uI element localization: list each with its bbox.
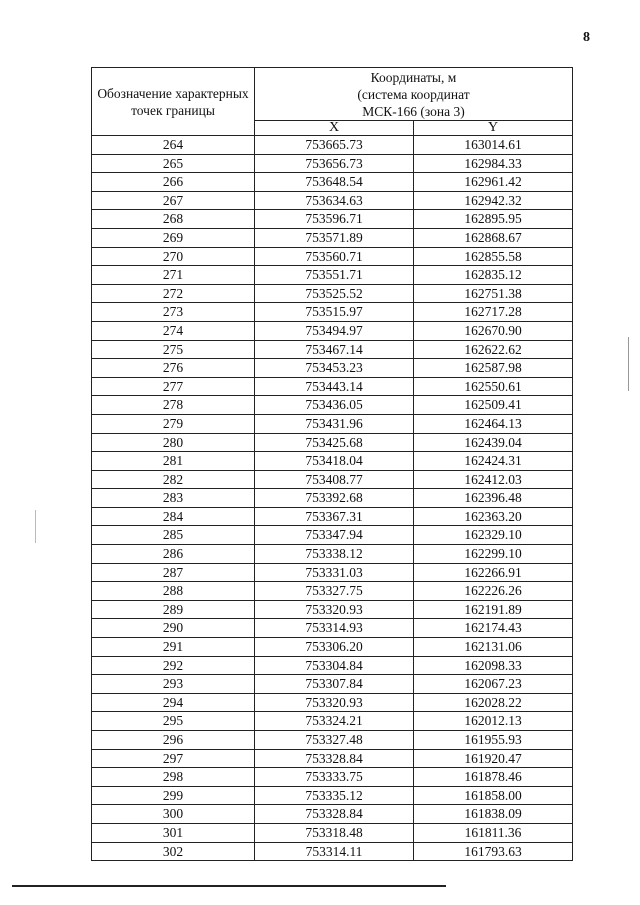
y-coordinate-cell: 162509.41 [414, 396, 573, 415]
table-row [92, 823, 573, 842]
x-coordinate-cell: 753327.48 [255, 731, 414, 750]
x-coordinate-cell: 753367.31 [255, 507, 414, 526]
x-coordinate-cell: 753453.23 [255, 359, 414, 378]
table-body [92, 136, 573, 861]
table-row [92, 805, 573, 824]
x-coordinate-cell: 753331.03 [255, 563, 414, 582]
x-coordinate-cell: 753467.14 [255, 340, 414, 359]
y-coordinate-cell: 162067.23 [414, 675, 573, 694]
table-row [92, 600, 573, 619]
y-coordinate-cell: 162424.31 [414, 452, 573, 471]
y-coordinate-cell: 162670.90 [414, 321, 573, 340]
table-row [92, 656, 573, 675]
x-coordinate-cell: 753320.93 [255, 693, 414, 712]
table-row [92, 377, 573, 396]
x-coordinate-cell: 753347.94 [255, 526, 414, 545]
y-coordinate-cell: 163014.61 [414, 136, 573, 155]
x-coordinate-cell: 753304.84 [255, 656, 414, 675]
table-row [92, 340, 573, 359]
point-number-cell: 299 [92, 786, 255, 805]
table-row [92, 731, 573, 750]
table-row [92, 414, 573, 433]
point-number-cell: 280 [92, 433, 255, 452]
header-coordinates-line1: Координаты, м [370, 70, 457, 85]
point-number-cell: 284 [92, 507, 255, 526]
table-row [92, 526, 573, 545]
y-coordinate-cell: 162396.48 [414, 489, 573, 508]
y-coordinate-cell: 162464.13 [414, 414, 573, 433]
x-coordinate-cell: 753436.05 [255, 396, 414, 415]
point-number-cell: 289 [92, 600, 255, 619]
point-number-cell: 288 [92, 582, 255, 601]
table-row [92, 712, 573, 731]
x-coordinate-cell: 753314.11 [255, 842, 414, 861]
table-row [92, 321, 573, 340]
y-coordinate-cell: 162717.28 [414, 303, 573, 322]
point-number-cell: 266 [92, 173, 255, 192]
x-coordinate-cell: 753656.73 [255, 154, 414, 173]
x-coordinate-cell: 753324.21 [255, 712, 414, 731]
x-coordinate-cell: 753408.77 [255, 470, 414, 489]
point-number-cell: 269 [92, 228, 255, 247]
header-y: Y [414, 121, 573, 136]
y-coordinate-cell: 162855.58 [414, 247, 573, 266]
table-row [92, 396, 573, 415]
header-coordinates-line3: МСК-166 (зона 3) [362, 104, 465, 119]
x-coordinate-cell: 753338.12 [255, 545, 414, 564]
x-coordinate-cell: 753418.04 [255, 452, 414, 471]
x-coordinate-cell: 753307.84 [255, 675, 414, 694]
x-coordinate-cell: 753596.71 [255, 210, 414, 229]
y-coordinate-cell: 162984.33 [414, 154, 573, 173]
point-number-cell: 287 [92, 563, 255, 582]
point-number-cell: 274 [92, 321, 255, 340]
table-row [92, 693, 573, 712]
scan-margin-mark [628, 337, 629, 391]
bottom-rule [12, 885, 446, 887]
table-row [92, 545, 573, 564]
table-row [92, 452, 573, 471]
y-coordinate-cell: 162299.10 [414, 545, 573, 564]
point-number-cell: 295 [92, 712, 255, 731]
y-coordinate-cell: 161955.93 [414, 731, 573, 750]
point-number-cell: 275 [92, 340, 255, 359]
y-coordinate-cell: 162439.04 [414, 433, 573, 452]
table-row [92, 228, 573, 247]
x-coordinate-cell: 753333.75 [255, 768, 414, 787]
table-row [92, 582, 573, 601]
x-coordinate-cell: 753318.48 [255, 823, 414, 842]
table-row [92, 247, 573, 266]
x-coordinate-cell: 753392.68 [255, 489, 414, 508]
table-row [92, 210, 573, 229]
x-coordinate-cell: 753443.14 [255, 377, 414, 396]
y-coordinate-cell: 162191.89 [414, 600, 573, 619]
table-row [92, 173, 573, 192]
table-row [92, 284, 573, 303]
y-coordinate-cell: 161838.09 [414, 805, 573, 824]
x-coordinate-cell: 753306.20 [255, 638, 414, 657]
header-coordinates-line2: (система координат [357, 87, 470, 102]
page-number: 8 [583, 30, 590, 45]
table-row [92, 154, 573, 173]
y-coordinate-cell: 162751.38 [414, 284, 573, 303]
y-coordinate-cell: 162961.42 [414, 173, 573, 192]
point-number-cell: 300 [92, 805, 255, 824]
x-coordinate-cell: 753571.89 [255, 228, 414, 247]
table-row [92, 303, 573, 322]
x-coordinate-cell: 753314.93 [255, 619, 414, 638]
header-x: X [255, 121, 414, 136]
y-coordinate-cell: 162028.22 [414, 693, 573, 712]
table-row [92, 675, 573, 694]
table-row [92, 433, 573, 452]
point-number-cell: 298 [92, 768, 255, 787]
table-row [92, 768, 573, 787]
point-number-cell: 268 [92, 210, 255, 229]
point-number-cell: 265 [92, 154, 255, 173]
table-row [92, 842, 573, 861]
y-coordinate-cell: 161858.00 [414, 786, 573, 805]
point-number-cell: 270 [92, 247, 255, 266]
scan-margin-mark [35, 510, 36, 543]
y-coordinate-cell: 162363.20 [414, 507, 573, 526]
x-coordinate-cell: 753335.12 [255, 786, 414, 805]
point-number-cell: 264 [92, 136, 255, 155]
y-coordinate-cell: 162329.10 [414, 526, 573, 545]
table-row [92, 507, 573, 526]
y-coordinate-cell: 162266.91 [414, 563, 573, 582]
y-coordinate-cell: 161878.46 [414, 768, 573, 787]
table-row [92, 638, 573, 657]
y-coordinate-cell: 162226.26 [414, 582, 573, 601]
table-row [92, 563, 573, 582]
y-coordinate-cell: 162868.67 [414, 228, 573, 247]
y-coordinate-cell: 162098.33 [414, 656, 573, 675]
point-number-cell: 285 [92, 526, 255, 545]
point-number-cell: 283 [92, 489, 255, 508]
table-row [92, 619, 573, 638]
table-row [92, 470, 573, 489]
y-coordinate-cell: 162550.61 [414, 377, 573, 396]
header-coordinates [255, 68, 573, 121]
table-row [92, 359, 573, 378]
point-number-cell: 272 [92, 284, 255, 303]
x-coordinate-cell: 753551.71 [255, 266, 414, 285]
y-coordinate-cell: 161920.47 [414, 749, 573, 768]
point-number-cell: 293 [92, 675, 255, 694]
x-coordinate-cell: 753425.68 [255, 433, 414, 452]
point-number-cell: 271 [92, 266, 255, 285]
point-number-cell: 267 [92, 191, 255, 210]
point-number-cell: 292 [92, 656, 255, 675]
table-row [92, 136, 573, 155]
x-coordinate-cell: 753665.73 [255, 136, 414, 155]
point-number-cell: 302 [92, 842, 255, 861]
point-number-cell: 277 [92, 377, 255, 396]
x-coordinate-cell: 753328.84 [255, 805, 414, 824]
point-number-cell: 281 [92, 452, 255, 471]
y-coordinate-cell: 162587.98 [414, 359, 573, 378]
x-coordinate-cell: 753328.84 [255, 749, 414, 768]
header-point-designation: Обозначение характерных точек границы [92, 68, 255, 136]
point-number-cell: 276 [92, 359, 255, 378]
point-number-cell: 294 [92, 693, 255, 712]
y-coordinate-cell: 162131.06 [414, 638, 573, 657]
point-number-cell: 290 [92, 619, 255, 638]
table-row [92, 749, 573, 768]
point-number-cell: 297 [92, 749, 255, 768]
x-coordinate-cell: 753560.71 [255, 247, 414, 266]
point-number-cell: 278 [92, 396, 255, 415]
x-coordinate-cell: 753634.63 [255, 191, 414, 210]
coordinates-table [91, 67, 573, 861]
table-row [92, 786, 573, 805]
y-coordinate-cell: 162895.95 [414, 210, 573, 229]
x-coordinate-cell: 753648.54 [255, 173, 414, 192]
table-header-row [92, 68, 573, 121]
x-coordinate-cell: 753525.52 [255, 284, 414, 303]
y-coordinate-cell: 161793.63 [414, 842, 573, 861]
table-row [92, 489, 573, 508]
point-number-cell: 296 [92, 731, 255, 750]
y-coordinate-cell: 162835.12 [414, 266, 573, 285]
point-number-cell: 291 [92, 638, 255, 657]
y-coordinate-cell: 162174.43 [414, 619, 573, 638]
x-coordinate-cell: 753515.97 [255, 303, 414, 322]
x-coordinate-cell: 753494.97 [255, 321, 414, 340]
point-number-cell: 301 [92, 823, 255, 842]
y-coordinate-cell: 162412.03 [414, 470, 573, 489]
y-coordinate-cell: 162942.32 [414, 191, 573, 210]
x-coordinate-cell: 753320.93 [255, 600, 414, 619]
x-coordinate-cell: 753431.96 [255, 414, 414, 433]
point-number-cell: 286 [92, 545, 255, 564]
point-number-cell: 282 [92, 470, 255, 489]
point-number-cell: 279 [92, 414, 255, 433]
table-row [92, 191, 573, 210]
y-coordinate-cell: 161811.36 [414, 823, 573, 842]
y-coordinate-cell: 162012.13 [414, 712, 573, 731]
y-coordinate-cell: 162622.62 [414, 340, 573, 359]
x-coordinate-cell: 753327.75 [255, 582, 414, 601]
point-number-cell: 273 [92, 303, 255, 322]
table-row [92, 266, 573, 285]
